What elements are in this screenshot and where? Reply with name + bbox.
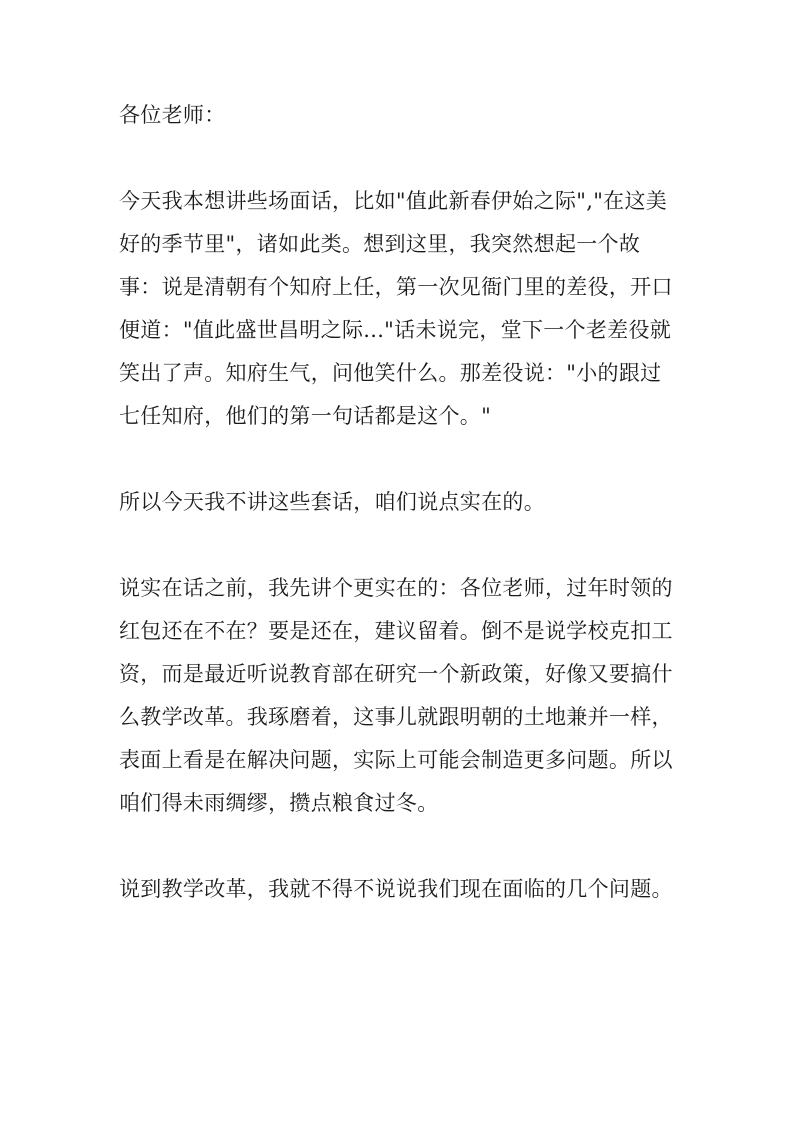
paragraph: 说实在话之前，我先讲个更实在的：各位老师，过年时领的红包还在不在？要是还在，建议留着。倒不是说学校克扣工资，而是最近听说教育部在研究一个新政策，好像又要搞什么教学改革。我琢磨着，这事儿就跟明朝的土地兼并一样，表面上看是在解决问题，实际上可能会制造更多问题。所以咱们得未雨绸缪，攒点粮食过冬。 (119, 576, 673, 815)
document-body (119, 94, 675, 911)
paragraph: 说到教学改革，我就不得不说说我们现在面临的几个问题。 (119, 877, 673, 901)
paragraph: 今天我本想讲些场面话，比如"值此新春伊始之际","在这美好的季节里"，诸如此类。想到这里，我突然想起一个故事：说是清朝有个知府上任，第一次见衙门里的差役，开口便道："值此盛世昌明之际..."话未说完，堂下一个老差役就笑出了声。知府生气，问他笑什么。那差役说："小的跟过七任知府，他们的第一句话都是这个。" (119, 189, 673, 428)
greeting: 各位老师： (119, 103, 226, 127)
paragraph: 所以今天我不讲这些套话，咱们说点实在的。 (119, 490, 545, 514)
